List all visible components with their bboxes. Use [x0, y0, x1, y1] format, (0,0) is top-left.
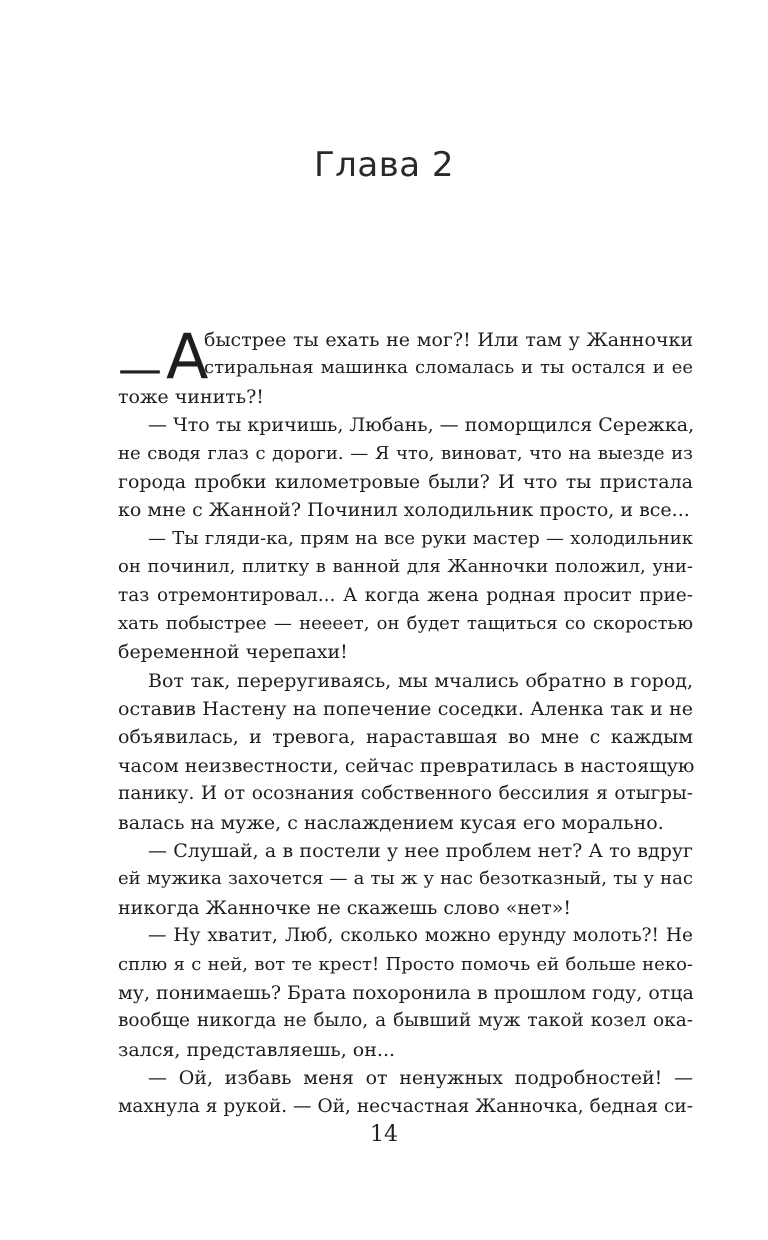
dropcap-dash: — — [118, 344, 162, 395]
text-line: зался, представляешь, он... — [118, 1038, 396, 1061]
text-line: быстрее ты ехать не мог?! Или там у Жанночки — [204, 329, 693, 351]
page-body — [118, 320, 695, 1121]
text-line: никогда Жанночке не скажешь слово «нет»! — [118, 896, 572, 919]
text-line: — Ты гляди-ка, прям на все руки мастер — холодильник — [148, 527, 693, 549]
text-line: таз отремонтировал... А когда жена родная просит прие- — [118, 584, 693, 606]
text-line: беременной черепахи! — [118, 641, 348, 664]
text-line: города пробки километровые были? И что ты пристала — [118, 470, 693, 493]
text-line: часом неизвестности, сейчас превратилась в настоящую — [118, 754, 695, 777]
text-line: сплю я с ней, вот те крест! Просто помочь ей больше неко- — [118, 953, 693, 975]
text-line: — Ой, избавь меня от ненужных подробностей! — — [148, 1067, 693, 1090]
text-line: хать побыстрее — нееeeт, он будет тащиться со скоростью — [118, 612, 693, 634]
page-number: 14 — [370, 1122, 398, 1147]
text-line: махнула я рукой. — Ой, несчастная Жанночка, бедная си- — [118, 1095, 693, 1117]
text-line: — Слушай, а в постели у нее проблем нет? А то вдруг — [148, 840, 693, 863]
dropcap-letter: А — [166, 320, 209, 393]
text-line: не сводя глаз с дороги. — Я что, виноват, что на выезде из — [118, 442, 693, 464]
text-line: стиральная машинка сломалась и ты остался и ее — [204, 357, 693, 379]
text-line: ко мне с Жанной? Починил холодильник просто, и все... — [118, 499, 690, 522]
text-line: он починил, плитку в ванной для Жанночки положил, уни- — [118, 556, 693, 578]
text-line: Вот так, переругиваясь, мы мчались обратно в город, — [148, 669, 693, 692]
text-line: объявилась, и тревога, нараставшая во мне с каждым — [118, 726, 693, 749]
text-line: тоже чинить?! — [118, 385, 264, 408]
text-line: валась на муже, с наслаждением кусая его морально. — [118, 811, 664, 834]
text-line: — Ну хватит, Люб, сколько можно ерунду молоть?! Не — [148, 925, 693, 947]
text-line: ей мужика захочется — а ты ж у нас безотказный, ты у нас — [118, 868, 693, 890]
text-line: му, понимаешь? Брата похоронила в прошлом году, отца — [118, 981, 694, 1004]
text-line: — Что ты кричишь, Любань, — поморщился Сережка, — [148, 414, 695, 437]
text-line: вообще никогда не было, а бывший муж такой козел ока- — [118, 1010, 693, 1032]
text-line: панику. И от осознания собственного бессилия я отыгры- — [118, 783, 693, 805]
text-line: оставив Настену на попечение соседки. Аленка так и не — [118, 698, 693, 721]
chapter-title: Глава 2 — [313, 145, 455, 185]
